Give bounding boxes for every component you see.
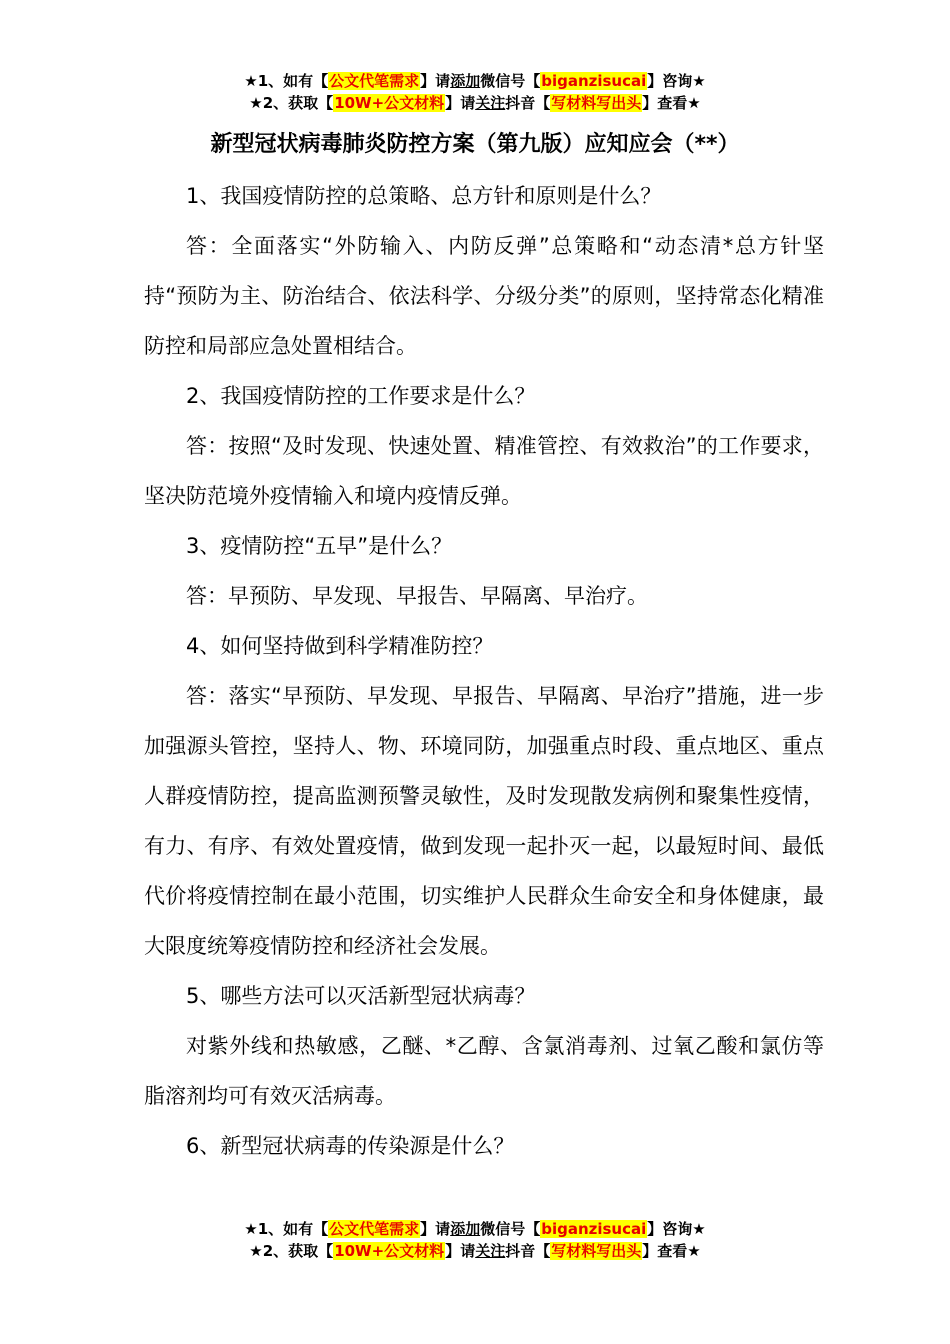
header-banner: [0, 70, 950, 114]
document-body: [144, 171, 824, 1171]
answer-5: 对紫外线和热敏感，乙醚、*乙醇、含氯消毒剂、过氧乙酸和氯仿等脂溶剂均可有效灭活病毒。: [144, 1034, 824, 1108]
question-6: 6、新型冠状病毒的传染源是什么？: [186, 1134, 515, 1158]
footer-underlined-add: 添加: [450, 1220, 481, 1238]
footer-highlight-douyin: 写材料写出头: [551, 1242, 642, 1260]
footer-banner: [0, 1218, 950, 1262]
answer-2: 答：按照“及时发现、快速处置、精准管控、有效救治”的工作要求，坚决防范境外疫情输入和境内疫情反弹。: [144, 434, 824, 508]
answer-1: 答：全面落实“外防输入、内防反弹”总策略和“动态清*总方针坚持“预防为主、防治结合、依法科学、分级分类”的原则，坚持常态化精准防控和局部应急处置相结合。: [144, 234, 824, 358]
document-title: 新型冠状病毒肺炎防控方案（第九版）应知应会（**）: [210, 132, 740, 157]
footer-highlight-materials: 10W+公文材料: [334, 1242, 445, 1260]
question-5: 5、哪些方法可以灭活新型冠状病毒？: [186, 984, 536, 1008]
highlight-materials: 10W+公文材料: [334, 94, 445, 112]
underlined-add: 添加: [450, 72, 481, 90]
underlined-follow: 关注: [475, 94, 506, 112]
question-1: 1、我国疫情防控的总策略、总方针和原则是什么？: [186, 184, 662, 208]
question-2: 2、我国疫情防控的工作要求是什么？: [186, 384, 536, 408]
highlight-douyin: 写材料写出头: [551, 94, 642, 112]
footer-underlined-follow: 关注: [475, 1242, 506, 1260]
answer-3: 答：早预防、早发现、早报告、早隔离、早治疗。: [186, 584, 648, 608]
highlight-wechat-id: biganzisucai: [541, 72, 647, 90]
highlight-service: 公文代笔需求: [329, 72, 420, 90]
banner-line-1: ★1、如有【公文代笔需求】请添加微信号【biganzisucai】咨询★: [244, 72, 706, 90]
footer-highlight-service: 公文代笔需求: [329, 1220, 420, 1238]
footer-highlight-wechat-id: biganzisucai: [541, 1220, 647, 1238]
question-3: 3、疫情防控“五早”是什么？: [186, 534, 453, 558]
footer-line-2: ★2、获取【10W+公文材料】请关注抖音【写材料写出头】查看★: [249, 1242, 701, 1260]
banner-line-2: ★2、获取【10W+公文材料】请关注抖音【写材料写出头】查看★: [249, 94, 701, 112]
answer-4: 答：落实“早预防、早发现、早报告、早隔离、早治疗”措施，进一步加强源头管控，坚持人、物、环境同防，加强重点时段、重点地区、重点人群疫情防控，提高监测预警灵敏性，及时发现散发病例和聚集性疫情，有力、有序、有效处置疫情，做到发现一起扑灭一起，以最短时间、最低代价将疫情控制在最小范围，切实维护人民群众生命安全和身体健康，最大限度统筹疫情防控和经济社会发展。: [144, 684, 824, 958]
footer-line-1: ★1、如有【公文代笔需求】请添加微信号【biganzisucai】咨询★: [244, 1220, 706, 1238]
question-4: 4、如何坚持做到科学精准防控？: [186, 634, 494, 658]
